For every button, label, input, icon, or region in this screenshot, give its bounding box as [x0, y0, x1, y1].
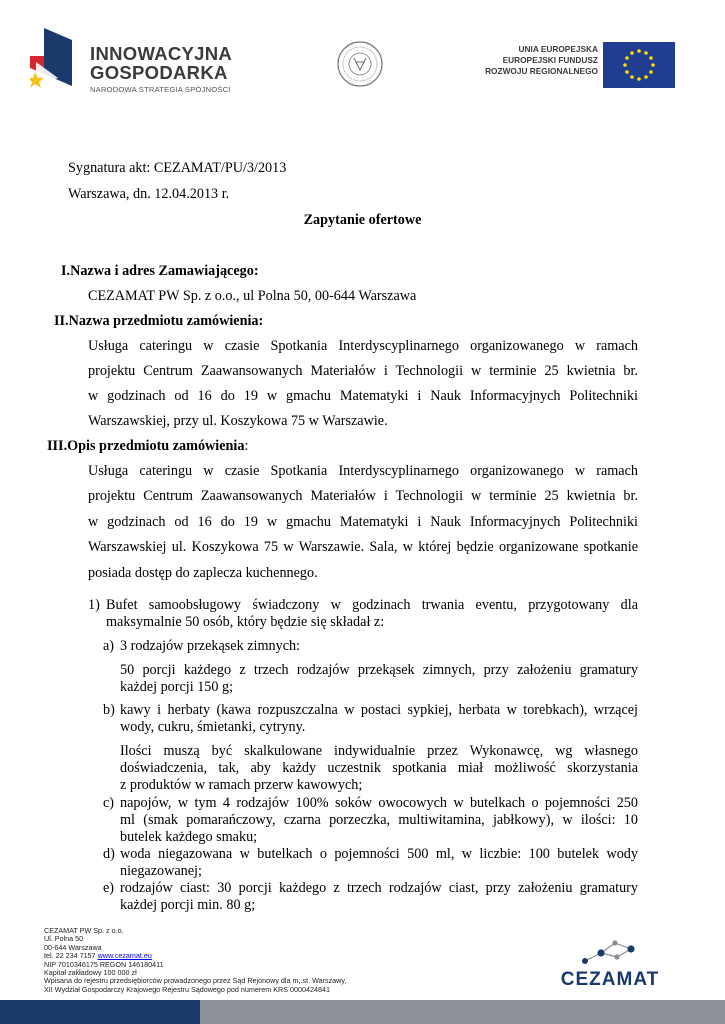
section3-line3: w godzinach od 16 do 19 w gmachu Matematyki i Nauk Informacyjnych Politechniki [88, 514, 638, 530]
footer-line-registry2: XII Wydział Gospodarczy Krajowego Rejestru Sądowego pod numerem KRS 0000424841 [44, 984, 330, 994]
list-e-num: e) [103, 880, 115, 896]
footer-bar [0, 1000, 725, 1024]
section3-line5: posiada dostęp do zaplecza kuchennego. [88, 565, 318, 581]
list-d-line2: niegazowanej; [120, 863, 202, 879]
list-a-sub2: każdej porcji 150 g; [120, 679, 234, 695]
list-b-num: b) [103, 702, 115, 718]
section3-num: III. [47, 438, 68, 454]
cezamat-logo-text: CEZAMAT [560, 969, 660, 990]
footer-bar-grey [200, 1000, 725, 1024]
footer-line-company: CEZAMAT PW Sp. z o.o. [44, 926, 124, 935]
footer-website-link[interactable]: www.cezamat.eu [97, 951, 152, 961]
list-b-line2: wody, cukru, śmietanki, cytryny. [120, 719, 306, 735]
section2-num: II. [54, 313, 69, 329]
list-d-num: d) [103, 846, 115, 862]
eu-text-line3: ROZWOJU REGIONALNEGO [485, 66, 598, 76]
eu-flag-icon [603, 42, 675, 88]
section2-line1: Usługa cateringu w czasie Spotkania Interdyscyplinarnego organizowanego w ramach [88, 338, 638, 354]
eu-text-line1: UNIA EUROPEJSKA [518, 44, 598, 54]
footer-line-registry1: Wpisana do rejestru przedsiębiorców prowadzonego przez Sąd Rejonowy dla m,.st. Warszawy, [44, 976, 347, 986]
list-b-sub1: Ilości muszą być skalkulowane indywidualnie przez Wykonawcę, wg własnego [120, 743, 638, 759]
footer-tel: tel. 22 234 7157 [44, 951, 98, 961]
section3-colon: : [244, 438, 249, 454]
footer-line-city: 00-644 Warszawa [44, 942, 102, 952]
section2-line2: projektu Centrum Zaawansowanych Materiałów i Technologii w terminie 25 kwietnia br. [88, 363, 638, 379]
ig-title-line2: GOSPODARKA [90, 62, 228, 83]
section2-line4: Warszawskiej, przy ul. Koszykowa 75 w Warszawie. [88, 413, 388, 429]
section1-heading [61, 263, 259, 280]
list-e-line1: rodzajów ciast: 30 porcji każdego z trzech rodzajów ciast, przy założeniu gramatury [120, 880, 638, 896]
footer-line-nip: NIP 7010346175 REGON 146180411 [44, 959, 164, 969]
section3-line1: Usługa cateringu w czasie Spotkania Interdyscyplinarnego organizowanego w ramach [88, 463, 638, 479]
section2-line3: w godzinach od 16 do 19 w gmachu Matematyki i Nauk Informacyjnych Politechniki [88, 388, 638, 404]
list-d-line1: woda niegazowana w butelkach o pojemności 500 ml, w liczbie: 100 butelek wody [120, 846, 638, 862]
section3-line4: Warszawskiej ul. Koszykowa 75 w Warszawie. Sala, w której będzie organizowane spotkanie [88, 539, 638, 555]
list-c-num: c) [103, 795, 115, 811]
section1-body: CEZAMAT PW Sp. z o.o., ul Polna 50, 00-644 Warszawa [88, 288, 417, 304]
section3-line2: projektu Centrum Zaawansowanych Materiałów i Technologii w terminie 25 kwietnia br. [88, 488, 638, 504]
list-b-sub3: z produktów w ramach przerw kawowych; [120, 777, 363, 793]
section2-heading [54, 313, 263, 330]
list-a-num: a) [103, 638, 115, 654]
section3-title: Opis przedmiotu zamówienia [67, 438, 245, 454]
molecule-icon [575, 935, 645, 971]
signature-line: Sygnatura akt: CEZAMAT/PU/3/2013 [68, 160, 287, 176]
footer-line-street: Ul. Polna 50 [44, 934, 84, 944]
footer-bar-navy [0, 1000, 200, 1024]
list-item1-line1: Bufet samoobsługowy świadczony w godzinach trwania eventu, przygotowany dla [106, 597, 638, 613]
list-c-line1: napojów, w tym 4 rodzajów 100% soków owocowych w butelkach o pojemności 250 [120, 795, 638, 811]
section2-title: Nazwa przedmiotu zamówienia: [68, 313, 264, 329]
footer-line-capital: Kapitał zakładowy 100 000 zł [44, 968, 137, 978]
footer-info [44, 927, 346, 994]
innowacyjna-gospodarka-logo [30, 28, 260, 100]
university-seal-icon [336, 40, 384, 88]
list-e-line2: każdej porcji min. 80 g; [120, 897, 256, 913]
ig-emblem-icon [30, 28, 88, 90]
header [0, 0, 725, 110]
date-line: Warszawa, dn. 12.04.2013 r. [68, 186, 230, 202]
list-b-sub2: doświadczenia, tak, aby każdy uczestnik spotkania miał możliwość skorzystania [120, 760, 638, 776]
list-c-line2: ml (smak pomarańczowy, czarna porzeczka, multiwitamina, jabłkowy), w ilości: 10 [120, 812, 638, 828]
section3-heading [47, 438, 248, 455]
list-a-sub1: 50 porcji każdego z trzech rodzajów przekąsek zimnych, przy założeniu gramatury [120, 662, 638, 678]
list-item1-num: 1) [88, 597, 100, 613]
ig-title-line1: INNOWACYJNA [90, 43, 233, 64]
list-item1-line2: maksymalnie 50 osób, który będzie się składał z: [106, 614, 385, 630]
document-title: Zapytanie ofertowe [303, 212, 422, 228]
list-b-line1: kawy i herbaty (kawa rozpuszczalna w postaci sypkiej, herbata w torebkach), wrzącej [120, 702, 638, 718]
eu-text-line2: EUROPEJSKI FUNDUSZ [502, 55, 598, 65]
list-a-line1: 3 rodzajów przekąsek zimnych: [120, 638, 301, 654]
section1-num: I. [61, 263, 71, 279]
ig-subtitle: NARODOWA STRATEGIA SPÓJNOŚCI [90, 85, 231, 94]
cezamat-logo [555, 935, 665, 991]
list-c-line3: butelek każdego smaku; [120, 829, 258, 845]
section1-title: Nazwa i adres Zamawiającego: [70, 263, 259, 279]
